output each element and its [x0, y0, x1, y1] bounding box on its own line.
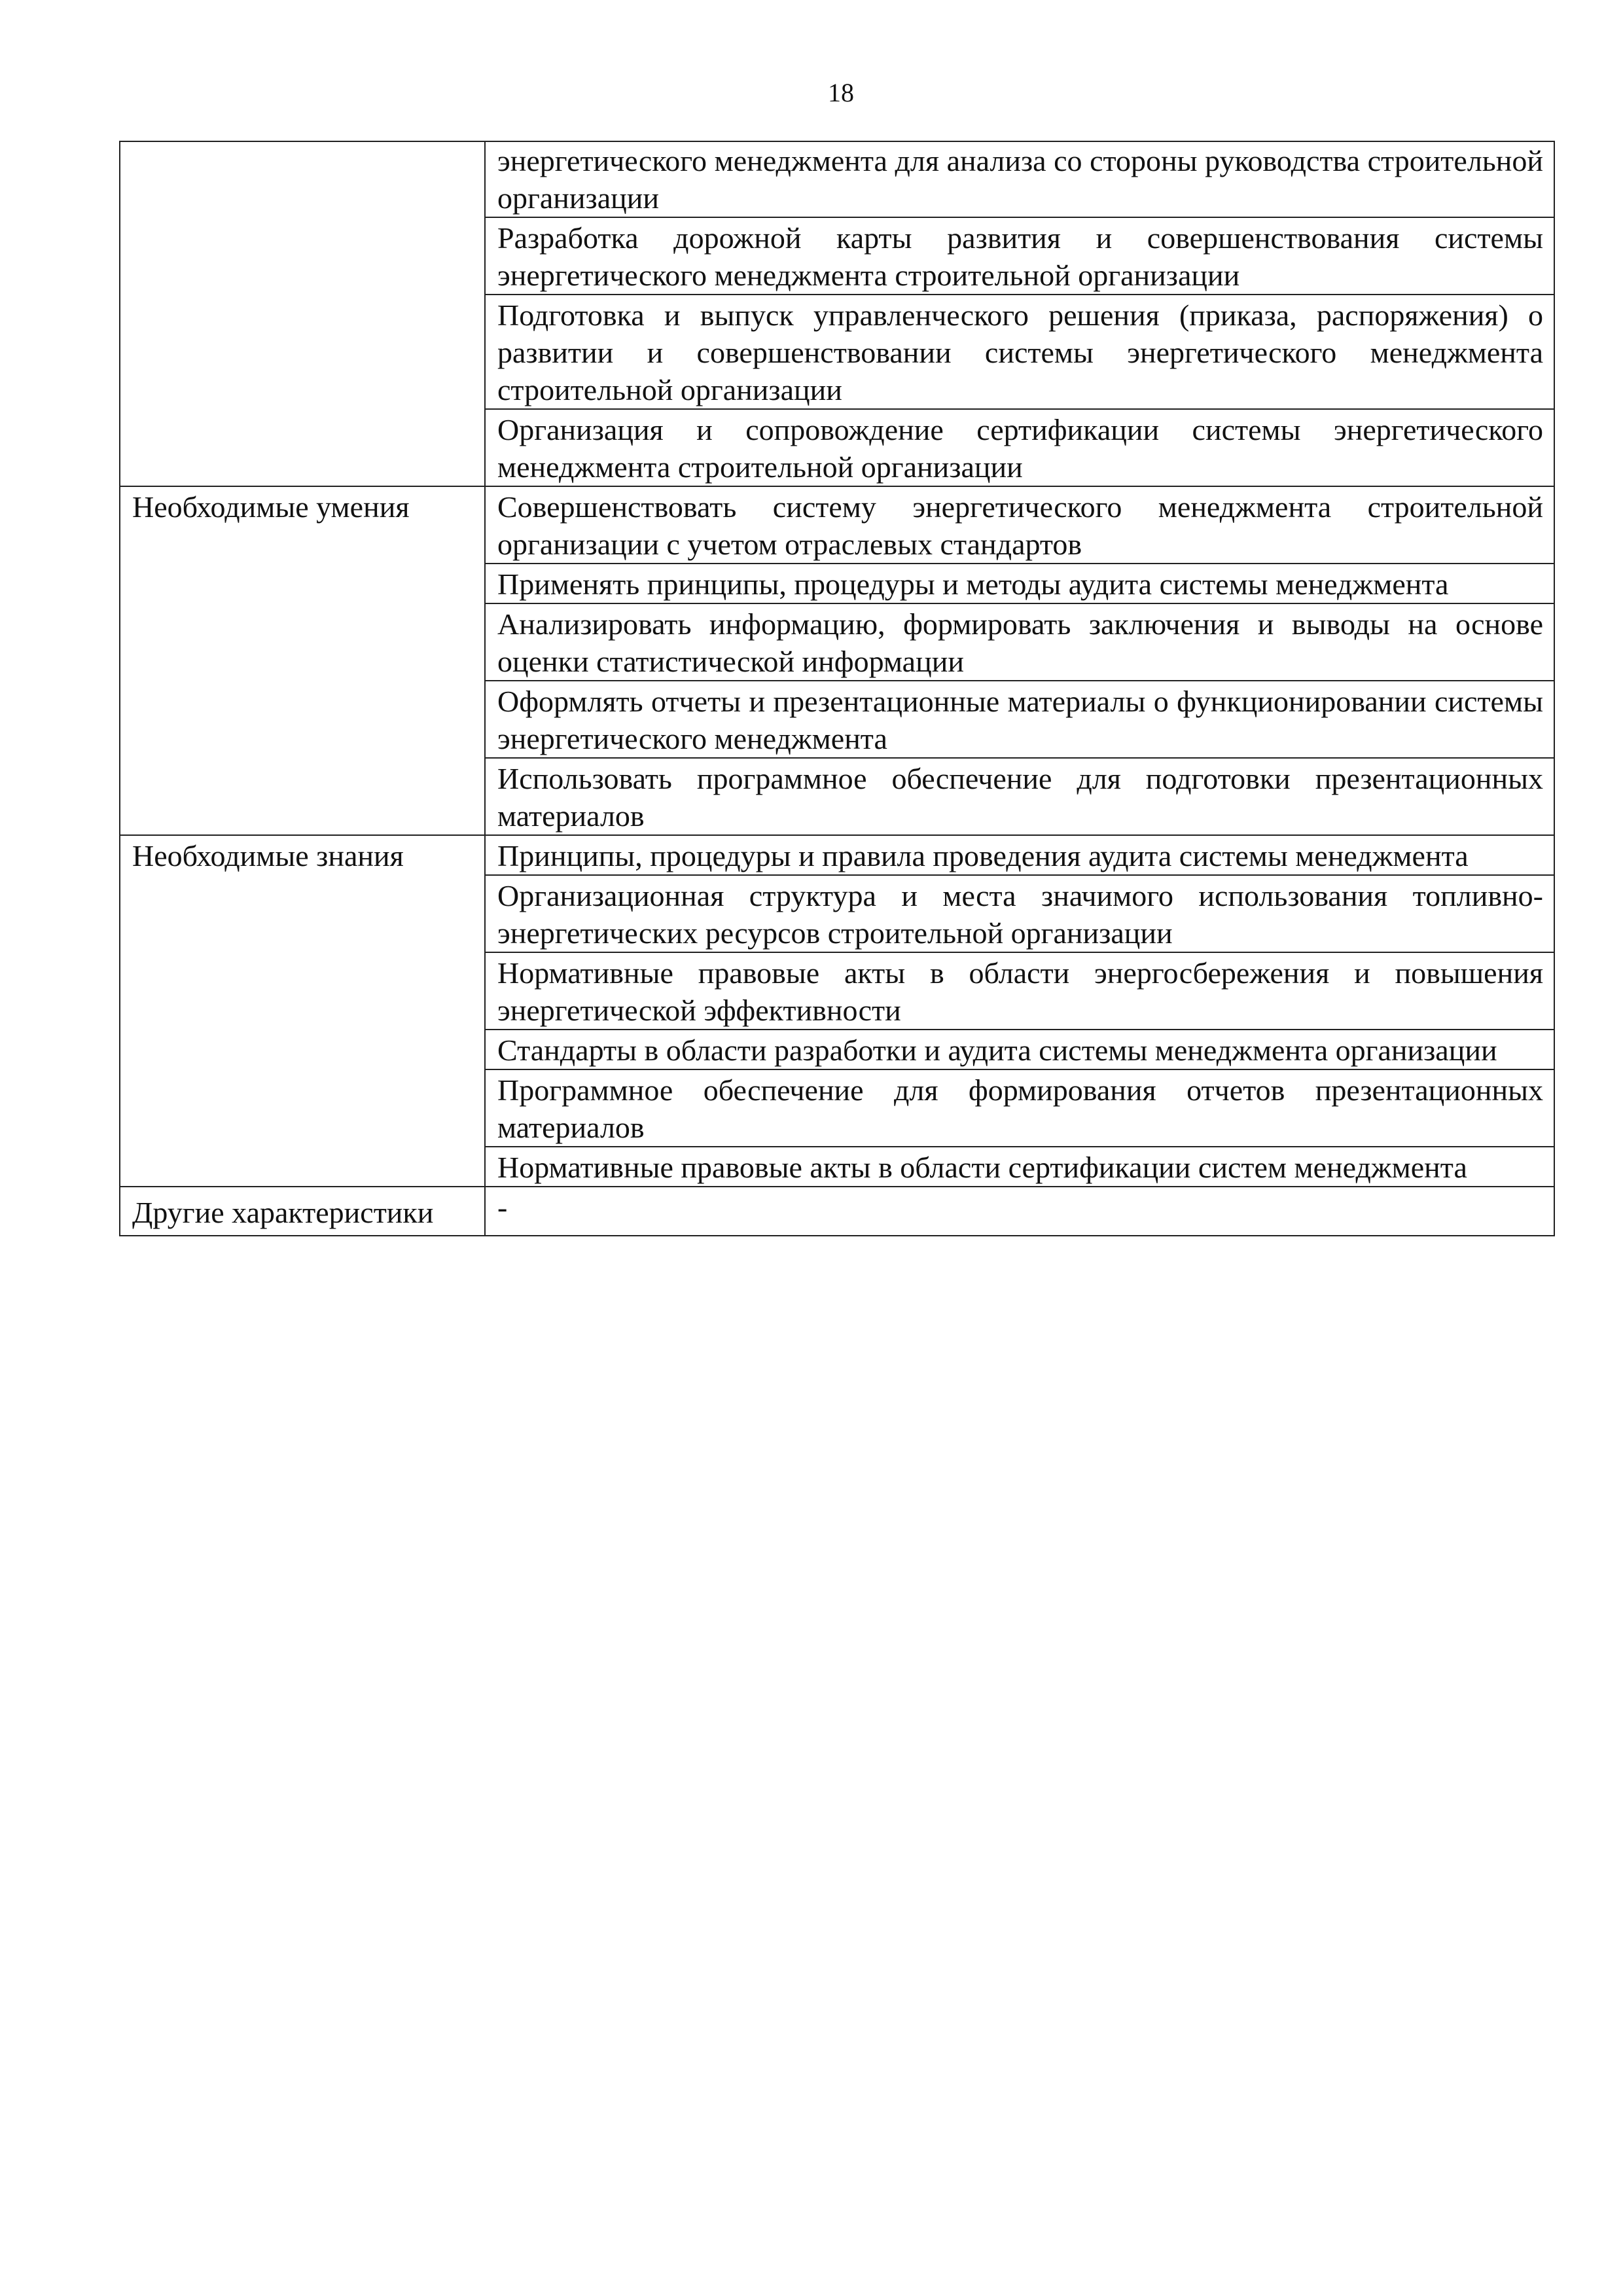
- table-cell: Оформлять отчеты и презентационные материалы о функционировании системы энергетического менеджмента: [485, 681, 1554, 758]
- table-cell: Подготовка и выпуск управленческого решения (приказа, распоряжения) о развитии и совершенствовании системы энергетического менеджмента строительной организации: [485, 295, 1554, 409]
- table-cell: Нормативные правовые акты в области энергосбережения и повышения энергетической эффективности: [485, 952, 1554, 1030]
- table-cell: Применять принципы, процедуры и методы аудита системы менеджмента: [485, 564, 1554, 603]
- table-cell: Стандарты в области разработки и аудита системы менеджмента организации: [485, 1030, 1554, 1069]
- table-cell: энергетического менеджмента для анализа со стороны руководства строительной организации: [485, 141, 1554, 217]
- table-cell: Нормативные правовые акты в области сертификации систем менеджмента: [485, 1147, 1554, 1187]
- table-cell: Анализировать информацию, формировать заключения и выводы на основе оценки статистической информации: [485, 603, 1554, 681]
- table-cell: Разработка дорожной карты развития и совершенствования системы энергетического менеджмента строительной организации: [485, 217, 1554, 295]
- table-cell: Организационная структура и места значимого использования топливно-энергетических ресурсов строительной организации: [485, 875, 1554, 952]
- row-label-knowledge: Необходимые знания: [120, 835, 485, 1187]
- table-row: [120, 486, 1554, 564]
- row-label-skills: Необходимые умения: [120, 486, 485, 835]
- table-cell: Совершенствовать систему энергетического менеджмента строительной организации с учетом отраслевых стандартов: [485, 486, 1554, 564]
- table-row: [120, 835, 1554, 875]
- table-cell: Организация и сопровождение сертификации системы энергетического менеджмента строительной организации: [485, 409, 1554, 486]
- table-cell: Использовать программное обеспечение для подготовки презентационных материалов: [485, 758, 1554, 835]
- table-row: [120, 1187, 1554, 1236]
- table-row: [120, 141, 1554, 217]
- table-cell: -: [485, 1187, 1554, 1236]
- characteristics-table: [119, 141, 1555, 1236]
- row-label-continuation: [120, 141, 485, 486]
- table-cell: Программное обеспечение для формирования отчетов презентационных материалов: [485, 1069, 1554, 1147]
- row-label-other: Другие характеристики: [120, 1187, 485, 1236]
- table-cell: Принципы, процедуры и правила проведения аудита системы менеджмента: [485, 835, 1554, 875]
- page-number: 18: [828, 78, 854, 107]
